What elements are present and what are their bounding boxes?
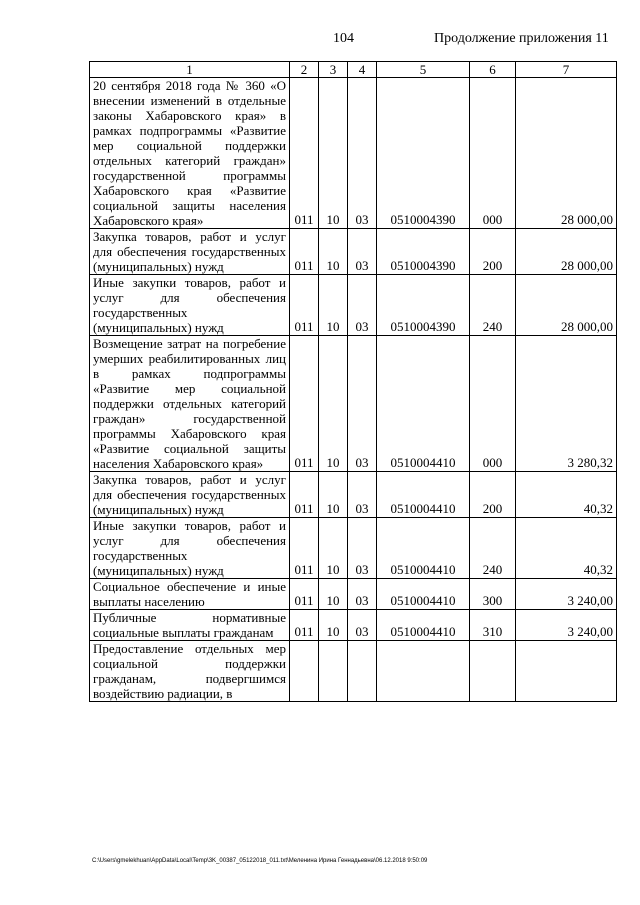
page-number: 104 [333,31,354,46]
cell-amount: 3 280,32 [516,336,617,472]
table-row [90,275,617,336]
table-row [90,78,617,229]
cell-section: 10 [319,518,348,579]
cell-amount: 28 000,00 [516,229,617,275]
budget-table [89,61,617,702]
row-description: Публичные нормативные социальные выплаты гражданам [90,610,290,641]
cell-section: 10 [319,472,348,518]
cell-ministry [290,641,319,702]
cell-target-article [377,641,470,702]
cell-subsection: 03 [348,518,377,579]
cell-ministry: 011 [290,579,319,610]
table-row [90,518,617,579]
row-description: Возмещение затрат на погребение умерших реабилитированных лиц в рамках подпрограммы «Развитие мер социальной поддержки отдельных категорий граждан» государственной программы Хабаровского края «Развитие социальной защиты населения Хабаровского края» [90,336,290,472]
cell-target-article: 0510004390 [377,78,470,229]
cell-target-article: 0510004410 [377,336,470,472]
cell-subsection: 03 [348,336,377,472]
table-row [90,229,617,275]
cell-amount [516,641,617,702]
cell-expense-type: 000 [470,336,516,472]
cell-subsection: 03 [348,275,377,336]
row-description: Закупка товаров, работ и услуг для обеспечения государственных (муниципальных) нужд [90,229,290,275]
column-header: 1 [90,62,290,78]
cell-amount: 40,32 [516,518,617,579]
footer-path: C:\Users\gmelekhuan\AppData\Local\Temp\3K_00387_05122018_011.txt\Меленина Ирина Геннадьевна\06.12.2018 9:50:09 [92,858,428,864]
cell-amount: 28 000,00 [516,78,617,229]
cell-ministry: 011 [290,518,319,579]
column-header: 5 [377,62,470,78]
cell-section: 10 [319,336,348,472]
cell-section: 10 [319,579,348,610]
cell-section: 10 [319,275,348,336]
table-row [90,579,617,610]
cell-expense-type: 310 [470,610,516,641]
cell-ministry: 011 [290,275,319,336]
row-description: Закупка товаров, работ и услуг для обеспечения государственных (муниципальных) нужд [90,472,290,518]
table-row [90,641,617,702]
cell-target-article: 0510004410 [377,472,470,518]
cell-subsection: 03 [348,579,377,610]
table-row [90,610,617,641]
cell-amount: 3 240,00 [516,579,617,610]
row-description: Предоставление отдельных мер социальной поддержки гражданам, подвергшимся воздействию радиации, в [90,641,290,702]
cell-amount: 40,32 [516,472,617,518]
cell-ministry: 011 [290,472,319,518]
cell-expense-type: 240 [470,518,516,579]
table-row [90,472,617,518]
column-header: 3 [319,62,348,78]
cell-section: 10 [319,78,348,229]
cell-amount: 28 000,00 [516,275,617,336]
cell-target-article: 0510004410 [377,518,470,579]
cell-amount: 3 240,00 [516,610,617,641]
cell-expense-type: 200 [470,229,516,275]
table-row [90,336,617,472]
cell-target-article: 0510004390 [377,275,470,336]
column-header: 4 [348,62,377,78]
cell-subsection: 03 [348,78,377,229]
cell-subsection: 03 [348,610,377,641]
cell-target-article: 0510004410 [377,610,470,641]
row-description: Иные закупки товаров, работ и услуг для обеспечения государственных (муниципальных) нужд [90,275,290,336]
row-description: Социальное обеспечение и иные выплаты населению [90,579,290,610]
cell-target-article: 0510004410 [377,579,470,610]
cell-ministry: 011 [290,78,319,229]
cell-ministry: 011 [290,229,319,275]
column-number-row [90,62,617,78]
cell-expense-type: 000 [470,78,516,229]
cell-expense-type: 240 [470,275,516,336]
cell-subsection: 03 [348,229,377,275]
cell-expense-type: 300 [470,579,516,610]
column-header: 6 [470,62,516,78]
row-description: Иные закупки товаров, работ и услуг для обеспечения государственных (муниципальных) нужд [90,518,290,579]
cell-subsection [348,641,377,702]
cell-expense-type [470,641,516,702]
cell-section [319,641,348,702]
cell-expense-type: 200 [470,472,516,518]
continuation-label: Продолжение приложения 11 [434,31,609,46]
cell-target-article: 0510004390 [377,229,470,275]
cell-section: 10 [319,229,348,275]
column-header: 7 [516,62,617,78]
row-description: 20 сентября 2018 года № 360 «О внесении изменений в отдельные законы Хабаровского края» в рамках подпрограммы «Развитие мер социальной поддержки отдельных категорий граждан» государственной программы Хабаровского края «Развитие социальной защиты населения Хабаровского края» [90,78,290,229]
cell-ministry: 011 [290,336,319,472]
cell-ministry: 011 [290,610,319,641]
cell-subsection: 03 [348,472,377,518]
cell-section: 10 [319,610,348,641]
column-header: 2 [290,62,319,78]
